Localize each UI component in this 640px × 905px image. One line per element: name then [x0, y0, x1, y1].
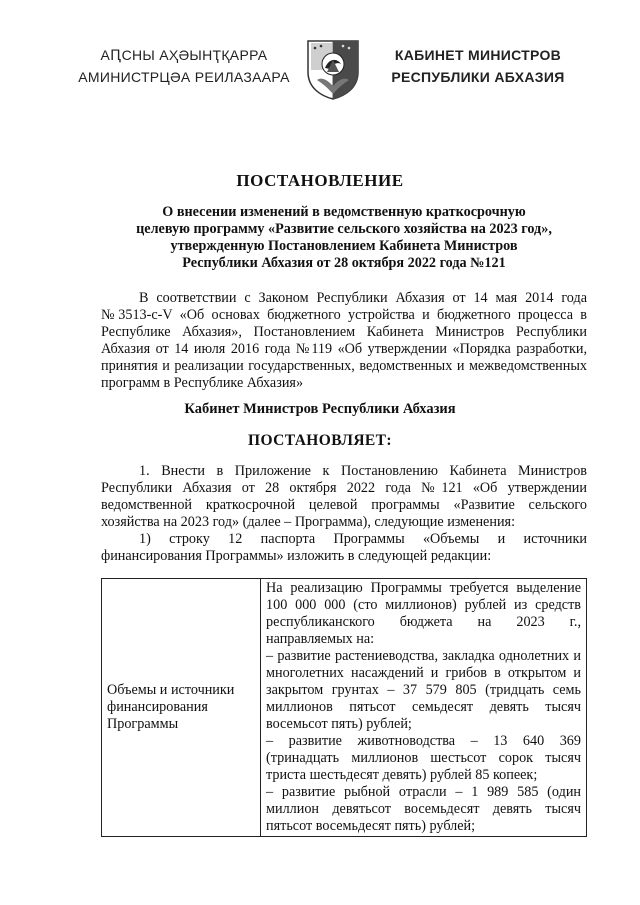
financing-intro: На реализацию Программы требуется выделение 100 000 000 (сто миллионов) рублей из средств республиканского бюджета на 2023 г., направляемых на: [266, 580, 581, 647]
resolves-heading: ПОСТАНОВЛЯЕТ: [248, 432, 392, 449]
table-row [102, 579, 587, 837]
financing-label: Объемы и источники финансирования Программы [102, 579, 261, 837]
coat-of-arms-icon [303, 38, 363, 100]
issuing-body: Кабинет Министров Республики Абхазия [184, 401, 456, 417]
financing-details [261, 579, 587, 837]
header-abkhaz [74, 44, 294, 88]
header-russian-line2: РЕСПУБЛИКИ АБХАЗИЯ [391, 69, 565, 85]
item-1-1: 1) строку 12 паспорта Программы «Объемы и источники финансирования Программы» изложить в следующей редакции: [101, 531, 587, 564]
document-subject [101, 204, 587, 272]
financing-table [101, 578, 587, 837]
header-russian [378, 44, 578, 88]
item-1: 1. Внести в Приложение к Постановлению Кабинета Министров Республики Абхазия от 28 октября 2022 года №121 «Об утверждении ведомственной краткосрочной целевой программы «Развитие сельского хозяйства на 2023 год» (далее – Программа), следующие изменения: [101, 463, 587, 530]
subject-line: Республики Абхазия от 28 октября 2022 года №121 [182, 255, 506, 271]
header-abkhaz-line2: АМИНИСТРЦӘА РЕИЛАЗААРА [78, 69, 290, 85]
subject-line: утвержденную Постановлением Кабинета Министров [170, 238, 518, 254]
legal-basis-text: В соответствии с Законом Республики Абхазия от 14 мая 2014 года №3513-с-V «Об основах бюджетного устройства и бюджетного процесса в Республике Абхазия», Постановлением Кабинета Министров Республики Абхазия от 14 июля 2016 года №119 «Об утверждении «Порядка разработки, принятия и реализации государственных, ведомственных и межведомственных программ в Республике Абхазия» [101, 290, 587, 391]
financing-item: – развитие животноводства – 13 640 369 (тринадцать миллионов шестьсот сорок тысяч триста шестьдесят девять) рублей 85 копеек; [266, 733, 581, 783]
financing-item: – развитие рыбной отрасли – 1 989 585 (один миллион девятьсот восемьдесят девять тысяч пятьсот восемьдесят пять) рублей; [266, 784, 581, 834]
subject-line: О внесении изменений в ведомственную краткосрочную [162, 204, 526, 220]
resolution-items [101, 463, 587, 565]
subject-line: целевую программу «Развитие сельского хозяйства на 2023 год», [136, 221, 552, 237]
header-abkhaz-line1: АԤСНЫ АҲӘЫНҬҚАРРА [100, 47, 268, 63]
legal-basis [101, 290, 587, 392]
document-title: ПОСТАНОВЛЕНИЕ [236, 171, 404, 190]
financing-item: – развитие растениеводства, закладка однолетних и многолетних насаждений и грибов в открытом и закрытом грунтах – 37 579 805 (тридцать семь миллионов пятьсот семьдесят девять тысяч восемьсот пять) рублей; [266, 648, 581, 732]
header-russian-line1: КАБИНЕТ МИНИСТРОВ [394, 47, 562, 63]
